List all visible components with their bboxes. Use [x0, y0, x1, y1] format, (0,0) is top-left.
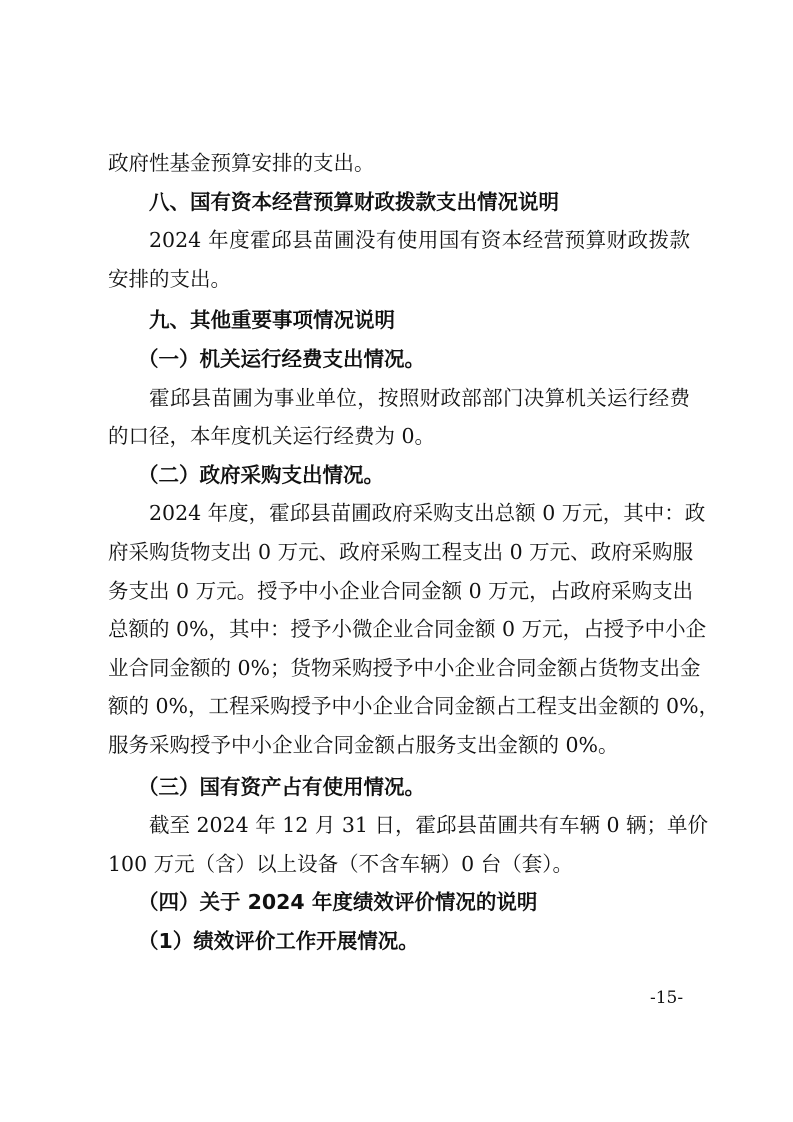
subsection-heading-3: （三）国有资产占有使用情况。: [138, 774, 425, 799]
paragraph-line: 截至 2024 年 12 月 31 日，霍邱县苗圃共有车辆 0 辆；单价: [149, 813, 709, 838]
section-heading-8: 八、国有资本经营预算财政拨款支出情况说明: [149, 189, 559, 214]
paragraph-line: 霍邱县苗圃为事业单位，按照财政部部门决算机关运行经费: [149, 385, 690, 410]
paragraph-line: 服务采购授予中小企业合同金额占服务支出金额的 0%。: [108, 732, 619, 757]
subsection-heading-4: （四）关于 2024 年度绩效评价情况的说明: [138, 890, 538, 915]
page-number: -15-: [650, 988, 684, 1008]
paragraph-line: 2024 年度霍邱县苗圃没有使用国有资本经营预算财政拨款: [149, 228, 690, 253]
paragraph-line: 务支出 0 万元。授予中小企业合同金额 0 万元，占政府采购支出: [108, 578, 694, 603]
paragraph-line: 安排的支出。: [108, 266, 231, 291]
paragraph-line: 府采购货物支出 0 万元、政府采购工程支出 0 万元、政府采购服: [108, 539, 694, 564]
paragraph-line: 总额的 0%，其中：授予小微企业合同金额 0 万元，占授予中小企: [108, 617, 707, 642]
paragraph-line: 政府性基金预算安排的支出。: [108, 151, 375, 175]
paragraph-line: 业合同金额的 0%；货物采购授予中小企业合同金额占货物支出金: [108, 655, 701, 680]
paragraph-line: 100 万元（含）以上设备（不含车辆）0 台（套）。: [108, 851, 573, 876]
paragraph-line: 的口径，本年度机关运行经费为 0。: [108, 424, 436, 449]
paragraph-line: 额的 0%，工程采购授予中小企业合同金额占工程支出金额的 0%，: [108, 694, 720, 719]
subsection-heading-2: （二）政府采购支出情况。: [138, 462, 384, 487]
sub-item-heading-1: （1）绩效评价工作开展情况。: [138, 928, 419, 953]
subsection-heading-1: （一）机关运行经费支出情况。: [138, 346, 425, 371]
paragraph-line: 2024 年度，霍邱县苗圃政府采购支出总额 0 万元，其中：政: [149, 501, 706, 526]
document-body: [108, 144, 720, 960]
section-heading-9: 九、其他重要事项情况说明: [149, 308, 395, 333]
